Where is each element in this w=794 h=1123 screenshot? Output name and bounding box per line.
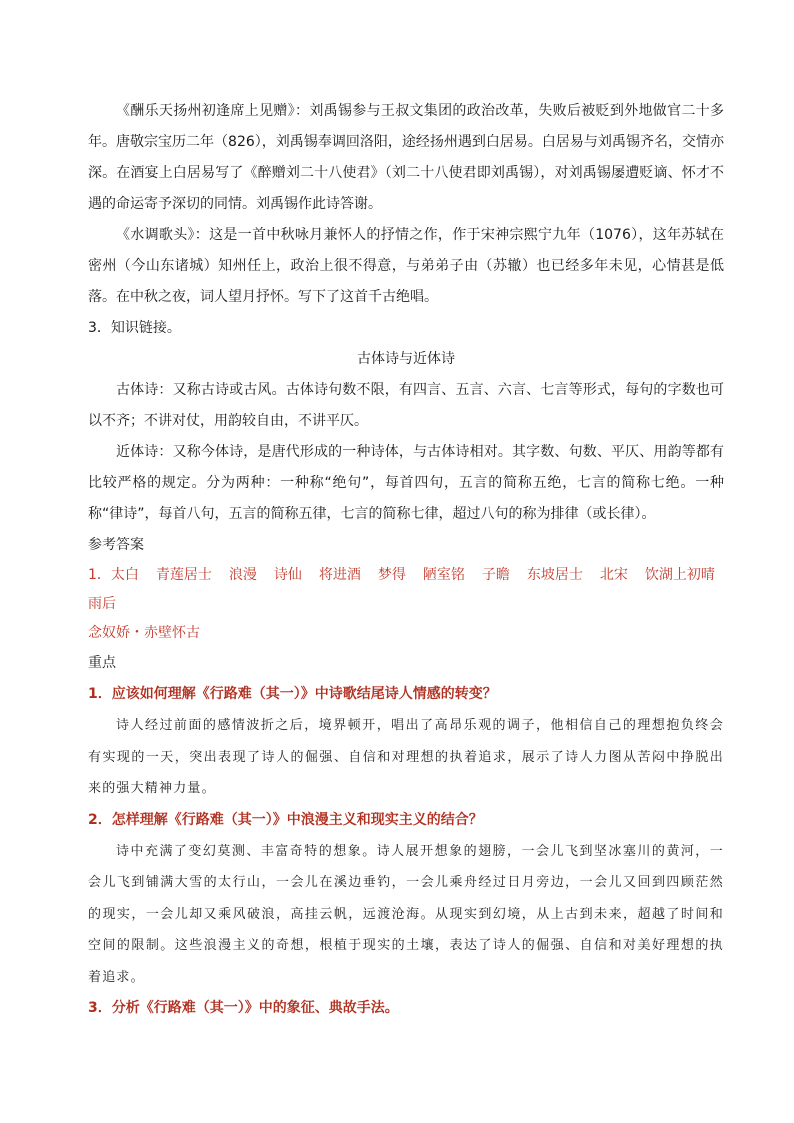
- answer-item: 青莲居士: [155, 567, 212, 583]
- answer-item: 梦得: [377, 567, 406, 583]
- answer-item: 将进酒: [318, 567, 361, 583]
- key-answer-2: 诗中充满了变幻莫测、丰富奇特的想象。诗人展开想象的翅膀，一会儿飞到坚冰塞川的黄河，一会儿飞到铺满大雪的太行山，一会儿在溪边垂钓，一会儿乘舟经过日月旁边，一会儿又回到四顾茫然的现实，一会儿却又乘风破浪，高挂云帆，远渡沧海。从现实到幻境，从上古到未来，超越了时间和空间的限制。这些浪漫主义的奇想，根植于现实的土壤，表达了诗人的倔强、自信和对美好理想的执着追求。: [88, 843, 724, 985]
- answer-item: 饮湖上初晴雨后: [88, 567, 715, 612]
- knowledge-heading: 3．知识链接。: [88, 320, 181, 336]
- answers-line-1: [88, 561, 724, 619]
- answer-item: 东坡居士: [526, 567, 583, 583]
- answers-line-2: 念奴娇・赤壁怀古: [88, 625, 200, 641]
- document-page: [88, 96, 724, 1024]
- answers-heading: 参考答案: [88, 537, 144, 553]
- intro-paragraph-1: 《酬乐天扬州初逢席上见赠》：刘禹锡参与王叔文集团的政治改革，失败后被贬到外地做官二十多年。唐敬宗宝历二年（826），刘禹锡奉调回洛阳，途经扬州遇到白居易。白居易与刘禹锡齐名，交情亦深。在酒宴上白居易写了《醉赠刘二十八使君》（刘二十八使君即刘禹锡），对刘禹锡屡遭贬谪、怀才不遇的命运寄予深切的同情。刘禹锡作此诗答谢。: [88, 103, 724, 212]
- answer-item: 陋室铭: [422, 567, 465, 583]
- knowledge-paragraph-2: 近体诗：又称今体诗，是唐代形成的一种诗体，与古体诗相对。其字数、句数、平仄、用韵等都有比较严格的规定。分为两种：一种称“绝句”，每首四句，五言的简称五绝，七言的简称七绝。一种称“律诗”，每首八句，五言的简称五律，七言的简称七律，超过八句的称为排律（或长律）。: [88, 444, 724, 522]
- knowledge-paragraph-1: 古体诗：又称古诗或古风。古体诗句数不限，有四言、五言、六言、七言等形式，每句的字数也可以不齐；不讲对仗，用韵较自由，不讲平仄。: [88, 382, 724, 429]
- key-question-2: 2．怎样理解《行路难（其一）》中浪漫主义和现实主义的结合？: [88, 811, 483, 828]
- key-question-1: 1．应该如何理解《行路难（其一）》中诗歌结尾诗人情感的转变？: [88, 686, 497, 702]
- key-question-3: 3．分析《行路难（其一）》中的象征、典故手法。: [88, 1000, 399, 1016]
- answer-item: 浪漫: [228, 567, 257, 583]
- answer-item: 诗仙: [273, 567, 302, 583]
- answer-item: 北宋: [599, 567, 628, 583]
- answer-item: 1．太白: [88, 567, 139, 583]
- knowledge-title: 古体诗与近体诗: [357, 351, 455, 367]
- key-heading: 重点: [88, 655, 116, 671]
- intro-paragraph-2: 《水调歌头》：这是一首中秋咏月兼怀人的抒情之作，作于宋神宗熙宁九年（1076），这年苏轼在密州（今山东诸城）知州任上，政治上很不得意，与弟弟子由（苏辙）也已经多年未见，心情甚是低落。在中秋之夜，词人望月抒怀。写下了这首千古绝唱。: [88, 227, 724, 305]
- answer-item: 子瞻: [481, 567, 510, 583]
- key-answer-1: 诗人经过前面的感情波折之后，境界顿开，唱出了高昂乐观的调子，他相信自己的理想抱负终会有实现的一天，突出表现了诗人的倔强、自信和对理想的执着追求，展示了诗人力图从苦闷中挣脱出来的强大精神力量。: [88, 718, 724, 796]
